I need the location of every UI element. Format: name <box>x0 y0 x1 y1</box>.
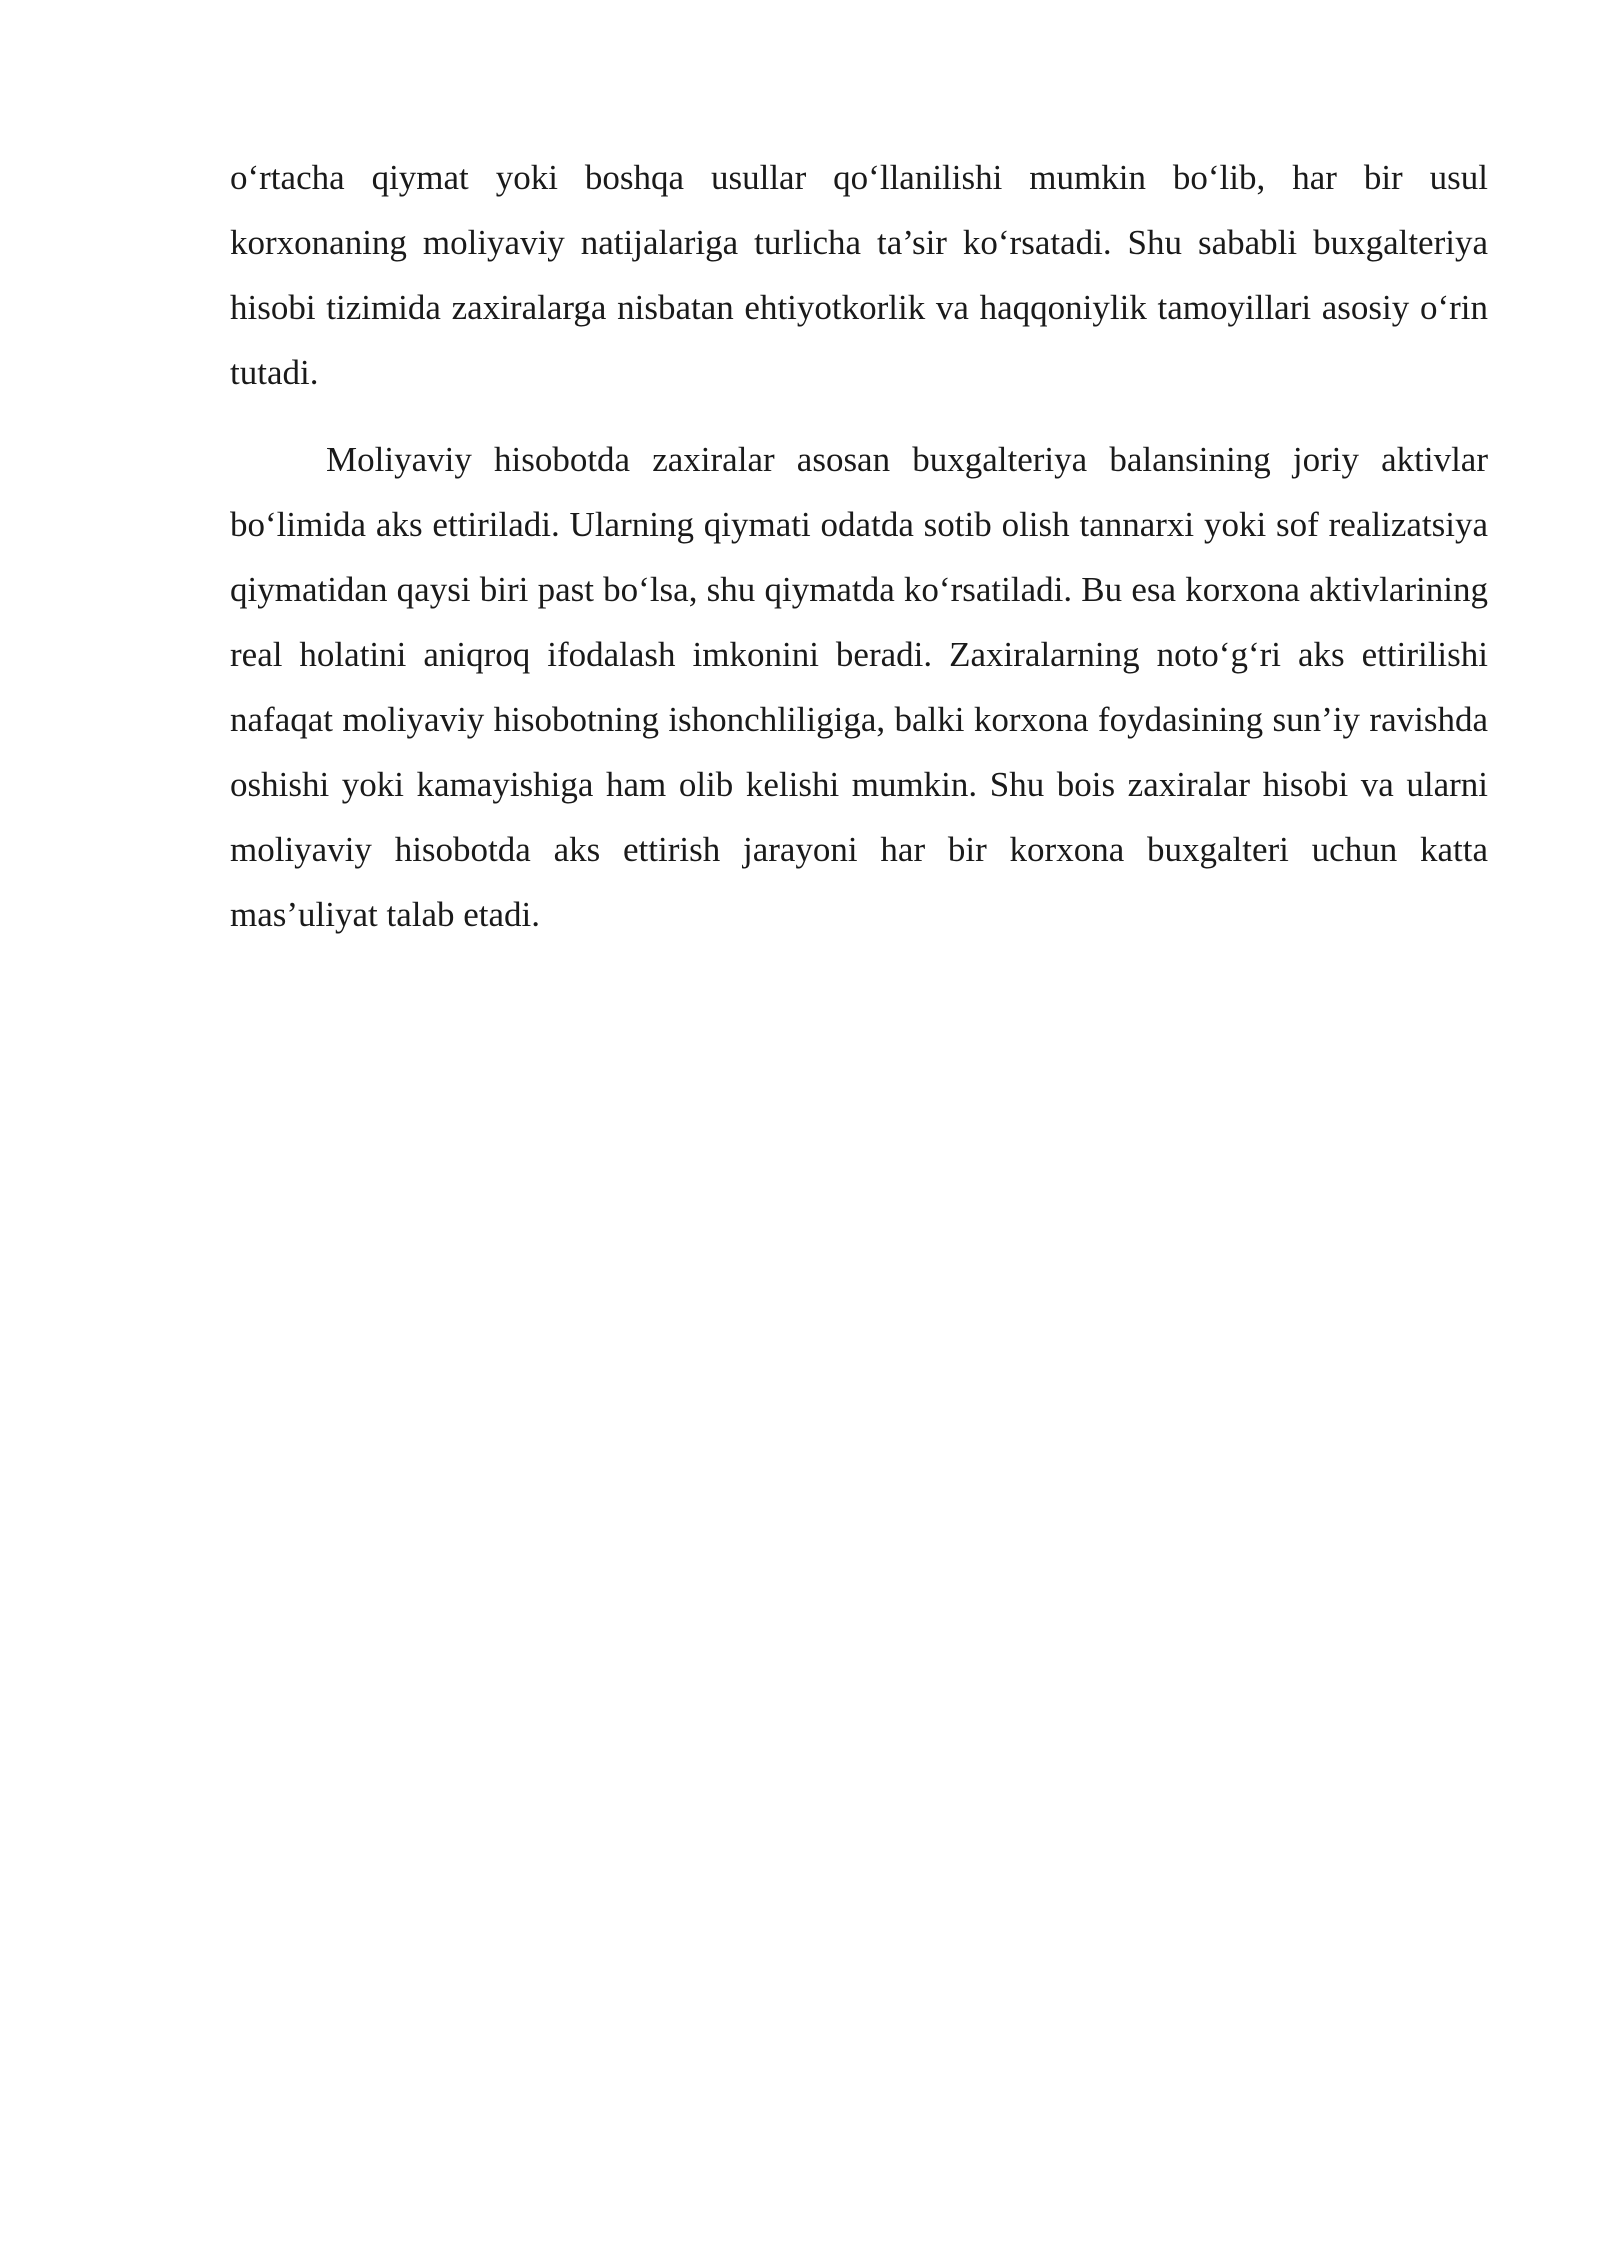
document-body <box>230 145 1488 947</box>
paragraph-financial-reporting: Moliyaviy hisobotda zaxiralar asosan buxgalteriya balansining joriy aktivlar bo‘limida aks ettiriladi. Ularning qiymati odatda sotib olish tannarxi yoki sof realizatsiya qiymatidan qaysi biri past bo‘lsa, shu qiymatda ko‘rsatiladi. Bu esa korxona aktivlarining real holatini aniqroq ifodalash imkonini beradi. Zaxiralarning noto‘g‘ri aks ettirilishi nafaqat moliyaviy hisobotning ishonchliligiga, balki korxona foydasining sun’iy ravishda oshishi yoki kamayishiga ham olib kelishi mumkin. Shu bois zaxiralar hisobi va ularni moliyaviy hisobotda aks ettirish jarayoni har bir korxona buxgalteri uchun katta mas’uliyat talab etadi. <box>230 440 1488 934</box>
paragraph-continuation: o‘rtacha qiymat yoki boshqa usullar qo‘llanilishi mumkin bo‘lib, har bir usul korxonaning moliyaviy natijalariga turlicha ta’sir ko‘rsatadi. Shu sababli buxgalteriya hisobi tizimida zaxiralarga nisbatan ehtiyotkorlik va haqqoniylik tamoyillari asosiy o‘rin tutadi. <box>230 158 1488 392</box>
